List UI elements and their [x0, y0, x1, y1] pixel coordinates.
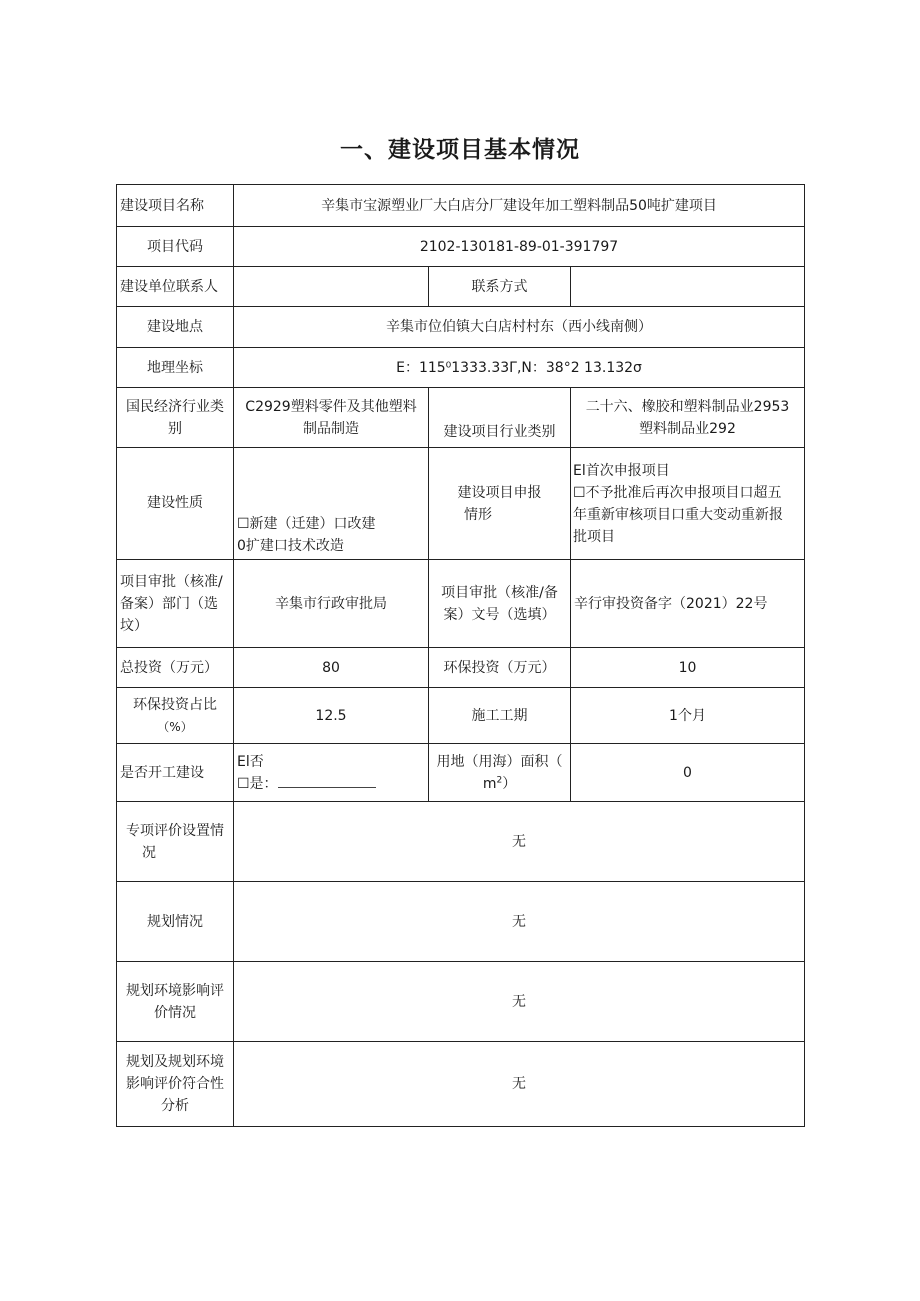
- value-project-industry: 二十六、橡胶和塑料制品业2953 塑料制品业292: [571, 388, 805, 448]
- value-approval-number: 辛行审投资备字（2021）22号: [571, 560, 805, 648]
- row-coordinates: [117, 348, 805, 388]
- label-site: 建设地点: [117, 307, 234, 348]
- value-conformity: 无: [234, 1042, 805, 1127]
- value-contact-method: [571, 267, 805, 307]
- label-planning-env: 规划环境影响评 价情况: [117, 962, 234, 1042]
- row-ratio: [117, 688, 805, 744]
- label-construction-period: 施工工期: [429, 688, 571, 744]
- row-project-code: [117, 227, 805, 267]
- row-approval: [117, 560, 805, 648]
- value-coordinates: E：115⁰1333.33Γ,N：38°2 13.132σ: [234, 348, 805, 388]
- option-no[interactable]: El否: [237, 753, 264, 770]
- label-started: 是否开工建设: [117, 744, 234, 802]
- label-env-ratio: 环保投资占比 （%）: [117, 688, 234, 744]
- value-env-ratio: 12.5: [234, 688, 429, 744]
- row-special-assessment: [117, 802, 805, 882]
- label-env-investment: 环保投资（万元）: [429, 648, 571, 688]
- option-expansion[interactable]: 0扩建口技术改造: [237, 538, 344, 554]
- label-project-name: 建设项目名称: [117, 185, 234, 227]
- label-application-type: 建设项目申报 情形: [429, 448, 571, 560]
- value-project-name: 辛集市宝源塑业厂大白店分厂建设年加工塑料制品50吨扩建项目: [234, 185, 805, 227]
- yes-blank-line[interactable]: [278, 773, 376, 788]
- label-total-investment: 总投资（万元）: [117, 648, 234, 688]
- row-site: [117, 307, 805, 348]
- value-env-investment: 10: [571, 648, 805, 688]
- value-total-investment: 80: [234, 648, 429, 688]
- label-approval-dept: 项目审批（核准/ 备案）部门（选 坟）: [117, 560, 234, 648]
- option-reapplication[interactable]: ☐不予批准后再次申报项目口超五: [573, 484, 782, 501]
- value-land-area: 0: [571, 744, 805, 802]
- option-yes[interactable]: ☐是：: [237, 775, 278, 792]
- value-nature: [234, 448, 429, 560]
- row-started: [117, 744, 805, 802]
- value-industry: C2929塑料零件及其他塑料 制品制造: [234, 388, 429, 448]
- label-approval-number: 项目审批（核准/备 案）文号（选填）: [429, 560, 571, 648]
- label-nature: 建设性质: [117, 448, 234, 560]
- label-coordinates: 地理坐标: [117, 348, 234, 388]
- row-conformity: [117, 1042, 805, 1127]
- label-conformity: 规划及规划环境 影响评价符合性 分析: [117, 1042, 234, 1127]
- value-planning-env: 无: [234, 962, 805, 1042]
- row-industry: [117, 388, 805, 448]
- value-construction-period: 1个月: [571, 688, 805, 744]
- label-project-industry: 建设项目行业类别: [429, 388, 571, 448]
- row-nature: [117, 448, 805, 560]
- label-land-area: 用地（用海）面积（ $m^2$）: [429, 744, 571, 802]
- value-application-type: El首次申报项目 ☐不予批准后再次申报项目口超五 年重新审核项目口重大变动重新报 批项目: [571, 448, 805, 560]
- value-special-assessment: 无: [234, 802, 805, 882]
- value-started: [234, 744, 429, 802]
- value-site: 辛集市位伯镇大白店村村东（西小线南侧）: [234, 307, 805, 348]
- option-first-application[interactable]: El首次申报项目: [573, 462, 670, 479]
- page-title: 一、建设项目基本情况: [340, 137, 580, 163]
- row-project-name: [117, 185, 805, 227]
- value-contact-person: [234, 267, 429, 307]
- project-info-table: [116, 184, 805, 1127]
- row-planning: [117, 882, 805, 962]
- label-planning: 规划情况: [117, 882, 234, 962]
- row-investment: [117, 648, 805, 688]
- label-contact-person: 建设单位联系人: [117, 267, 234, 307]
- label-project-code: 项目代码: [117, 227, 234, 267]
- row-contact: [117, 267, 805, 307]
- value-approval-dept: 辛集市行政审批局: [234, 560, 429, 648]
- label-contact-method: 联系方式: [429, 267, 571, 307]
- value-project-code: 2102-130181-89-01-391797: [234, 227, 805, 267]
- row-planning-env: [117, 962, 805, 1042]
- label-industry: 国民经济行业类 别: [117, 388, 234, 448]
- value-planning: 无: [234, 882, 805, 962]
- label-special-assessment: 专项评价设置情 况: [117, 802, 234, 882]
- option-new-build[interactable]: ☐新建（迁建）口改建: [237, 516, 376, 532]
